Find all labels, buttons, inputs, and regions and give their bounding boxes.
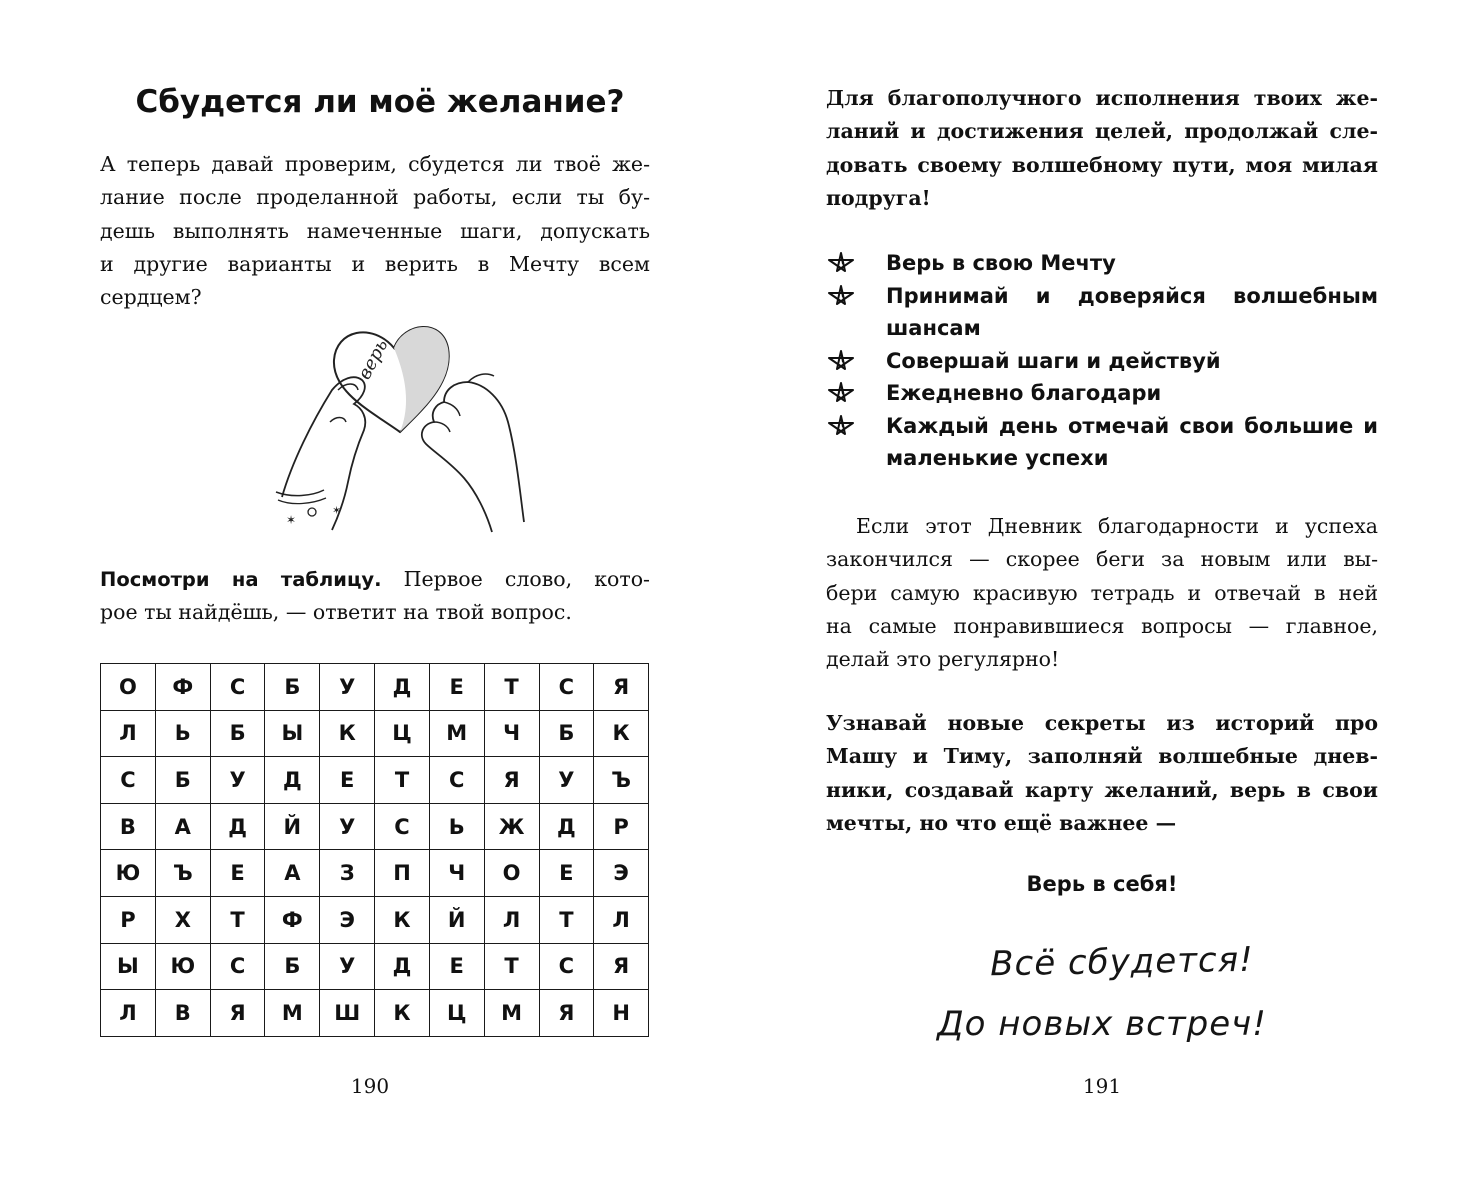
grid-cell: Ъ [594, 757, 649, 804]
grid-cell: К [375, 896, 430, 943]
grid-cell: Д [210, 803, 265, 850]
page-title: Сбудется ли моё желание? [135, 84, 625, 120]
grid-row [101, 803, 649, 850]
grid-cell: Л [101, 710, 156, 757]
instruction-line: рое ты найдёшь, — ответит на твой вопрос. [100, 600, 572, 625]
grid-cell: А [155, 803, 210, 850]
tip-item [826, 280, 1378, 345]
tip-text: Верь в свою Мечту [886, 251, 1116, 275]
grid-cell: С [210, 943, 265, 990]
svg-text:✶: ✶ [286, 513, 297, 527]
star-bullet-icon [826, 381, 856, 407]
grid-cell: Ч [429, 850, 484, 897]
grid-cell: Б [265, 664, 320, 711]
instruction-paragraph [100, 563, 650, 630]
paragraph-line: мечты, но что ещё важнее — [826, 810, 1177, 835]
grid-cell: Я [594, 943, 649, 990]
tip-item [826, 377, 1378, 410]
secrets-paragraph [826, 707, 1378, 840]
right-page [826, 0, 1378, 1182]
grid-cell: Д [375, 664, 430, 711]
grid-cell: Т [484, 664, 539, 711]
grid-cell: К [320, 710, 375, 757]
handwritten-line: До новых встреч! [937, 1004, 1267, 1044]
grid-row [101, 664, 649, 711]
grid-cell: Ч [484, 710, 539, 757]
grid-cell: Ю [155, 943, 210, 990]
heart-text: верь [353, 335, 393, 384]
grid-cell: Б [539, 710, 594, 757]
grid-cell: Т [484, 943, 539, 990]
grid-cell: Ы [101, 943, 156, 990]
grid-cell: Е [210, 850, 265, 897]
grid-cell: Ы [265, 710, 320, 757]
paragraph-line: на самые понравившиеся вопросы — главное, [826, 613, 1378, 638]
tip-item [826, 345, 1378, 378]
grid-cell: М [429, 710, 484, 757]
grid-cell: Т [539, 896, 594, 943]
grid-cell: С [429, 757, 484, 804]
grid-cell: М [265, 990, 320, 1037]
star-bullet-icon [826, 349, 856, 375]
grid-cell: С [375, 803, 430, 850]
grid-cell: Д [539, 803, 594, 850]
grid-cell: О [484, 850, 539, 897]
page-number: 190 [350, 1074, 390, 1098]
intro-line: А теперь давай проверим, сбудется ли твоё же- [100, 152, 650, 176]
grid-cell: Й [429, 896, 484, 943]
intro-line: дешь выполнять намеченные шаги, допускать [100, 218, 650, 243]
intro-line: Для благополучного исполнения твоих же- [826, 86, 1378, 110]
grid-cell: Э [594, 850, 649, 897]
grid-cell: К [375, 990, 430, 1037]
grid-cell: Ь [429, 803, 484, 850]
grid-cell: Ц [375, 710, 430, 757]
tips-list [826, 247, 1378, 475]
star-bullet-icon [826, 251, 856, 277]
grid-row [101, 710, 649, 757]
grid-cell: Л [594, 896, 649, 943]
grid-cell: Э [320, 896, 375, 943]
grid-cell: Е [320, 757, 375, 804]
grid-cell: Т [210, 896, 265, 943]
star-bullet-icon [826, 284, 856, 310]
paragraph-line: закончился — скорее беги за новым или вы- [826, 547, 1378, 572]
grid-cell: Я [539, 990, 594, 1037]
grid-cell: Е [429, 943, 484, 990]
paragraph-line: ники, создавай карту желаний, верь в свои [826, 777, 1378, 802]
grid-cell: Ф [155, 664, 210, 711]
paragraph-line: бери самую красивую тетрадь и отвечай в ней [826, 580, 1378, 605]
grid-cell: У [210, 757, 265, 804]
instruction-rest: Первое слово, кото- [381, 567, 650, 591]
paragraph-line: делай это регулярно! [826, 647, 1060, 672]
left-page [100, 0, 660, 1182]
tip-item [826, 410, 1378, 475]
grid-cell: Ш [320, 990, 375, 1037]
instruction-line [100, 563, 650, 596]
grid-cell: Б [210, 710, 265, 757]
hands-holding-heart-illustration [272, 312, 532, 537]
grid-cell: К [594, 710, 649, 757]
believe-in-yourself: Верь в себя! [1026, 872, 1178, 896]
grid-cell: У [320, 803, 375, 850]
grid-cell: П [375, 850, 430, 897]
intro-paragraph [100, 148, 650, 314]
letter-grid [100, 663, 649, 1037]
notebook-paragraph [826, 510, 1378, 676]
grid-cell: Т [375, 757, 430, 804]
tip-text: Принимай и доверяйся волшебным шансам [886, 283, 1378, 340]
grid-cell: Ь [155, 710, 210, 757]
grid-cell: Ж [484, 803, 539, 850]
grid-cell: Х [155, 896, 210, 943]
grid-cell: У [320, 943, 375, 990]
svg-text:✶: ✶ [332, 504, 342, 517]
star-bullet-icon [826, 414, 856, 440]
tip-text: Совершай шаги и действуй [886, 348, 1221, 373]
grid-row [101, 896, 649, 943]
tip-text: Ежедневно благодари [886, 381, 1162, 405]
grid-cell: Ю [101, 850, 156, 897]
handwritten-line: Всё сбудется! [989, 939, 1255, 985]
grid-cell: Л [101, 990, 156, 1037]
grid-cell: Ъ [155, 850, 210, 897]
grid-cell: Д [265, 757, 320, 804]
intro-line: подруга! [826, 185, 931, 210]
grid-cell: В [155, 990, 210, 1037]
grid-row [101, 757, 649, 804]
grid-cell: Д [375, 943, 430, 990]
right-intro-paragraph [826, 82, 1378, 215]
grid-cell: Р [594, 803, 649, 850]
grid-cell: Ц [429, 990, 484, 1037]
intro-line: сердцем? [100, 285, 202, 310]
page-number: 191 [1082, 1074, 1122, 1098]
grid-cell: Й [265, 803, 320, 850]
intro-line: и другие варианты и верить в Мечту всем [100, 251, 650, 276]
grid-cell: Н [594, 990, 649, 1037]
tip-text: Каждый день отмечай свои большие и маленькие успехи [886, 413, 1378, 470]
grid-cell: С [539, 664, 594, 711]
grid-cell: Я [210, 990, 265, 1037]
grid-cell: З [320, 850, 375, 897]
intro-line: довать своему волшебному пути, моя милая [826, 152, 1378, 177]
grid-cell: С [210, 664, 265, 711]
grid-cell: Л [484, 896, 539, 943]
grid-cell: С [101, 757, 156, 804]
grid-row [101, 943, 649, 990]
grid-cell: Р [101, 896, 156, 943]
grid-cell: А [265, 850, 320, 897]
instruction-lead: Посмотри на таблицу. [100, 568, 382, 591]
tip-item [826, 247, 1378, 280]
grid-cell: У [320, 664, 375, 711]
paragraph-line: Узнавай новые секреты из историй про [826, 711, 1378, 735]
paragraph-line: Если этот Дневник благодарности и успеха [856, 514, 1378, 538]
intro-line: ланий и достижения целей, продолжай сле- [826, 119, 1378, 144]
grid-row [101, 990, 649, 1037]
grid-cell: Я [484, 757, 539, 804]
grid-cell: С [539, 943, 594, 990]
grid-row [101, 850, 649, 897]
grid-cell: Б [265, 943, 320, 990]
grid-cell: М [484, 990, 539, 1037]
grid-cell: Б [155, 757, 210, 804]
intro-line: лание после проделанной работы, если ты бу- [100, 185, 650, 210]
grid-cell: У [539, 757, 594, 804]
paragraph-line: Машу и Тиму, заполняй волшебные днев- [826, 744, 1378, 769]
grid-cell: Е [429, 664, 484, 711]
grid-cell: Е [539, 850, 594, 897]
grid-cell: О [101, 664, 156, 711]
grid-cell: Ф [265, 896, 320, 943]
grid-cell: В [101, 803, 156, 850]
grid-cell: Я [594, 664, 649, 711]
